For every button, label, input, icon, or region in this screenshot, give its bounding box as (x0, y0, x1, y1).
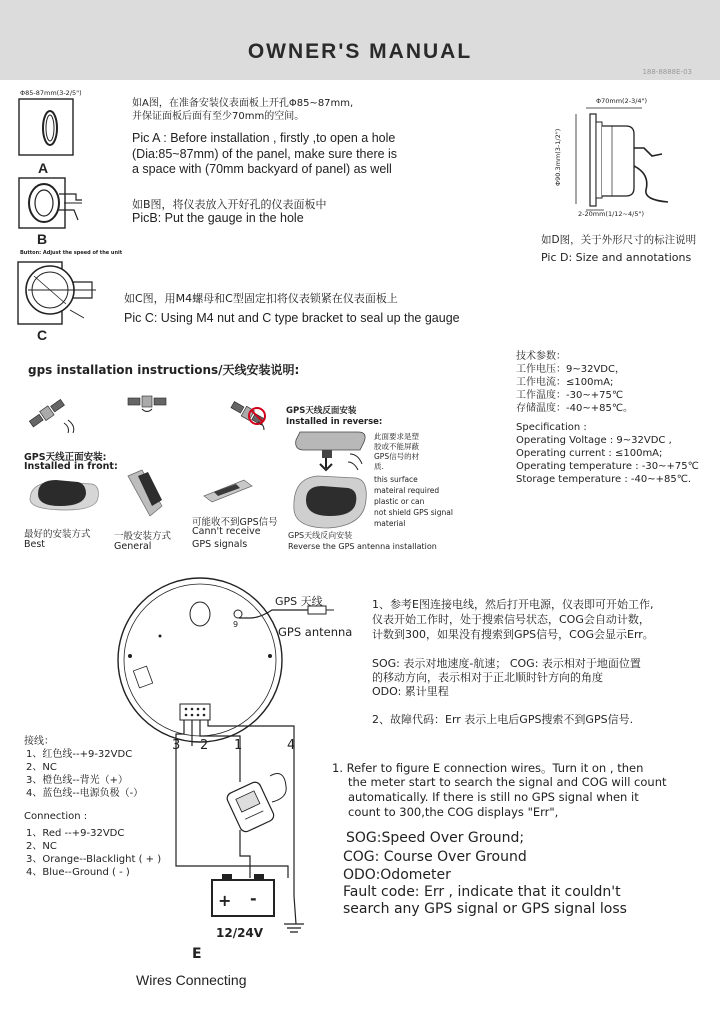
wire-cn-3: 3、橙色线--背光（+） (26, 775, 128, 786)
pin-9-label: 9 (233, 620, 239, 629)
figure-e-label: E (192, 946, 202, 962)
spec-en-1: Operating Voltage : 9~32VDC , (516, 435, 672, 446)
pin-1-label: 1 (234, 738, 243, 753)
pic-a-en-line2: (Dia:85~87mm) of the panel, make sure there is (132, 147, 398, 161)
note-en-1-line2: the meter start to search the signal and COG will count (348, 775, 667, 789)
best-cn: 最好的安装方式 (24, 529, 91, 540)
spec-en-4: Storage temperature : -40~+85℃. (516, 474, 692, 485)
header-bar (0, 0, 720, 80)
spec-cn-3: 工作温度：-30~+75℃ (516, 390, 624, 401)
def-cog: COG: Course Over Ground (343, 849, 527, 865)
pic-d-side-dimension: Φ90.3mm(3-1/2") (554, 128, 562, 186)
note-en-1-line3: automatically. If there is still no GPS signal when it (348, 790, 639, 804)
battery-plus: + (218, 891, 232, 910)
note-en-1-line4: count to 300,the COG displays "Err", (348, 805, 559, 819)
material-cn-2: 胶或不能屏蔽 (374, 442, 419, 451)
battery-voltage: 12/24V (216, 926, 264, 940)
antenna-reverse-top (288, 424, 372, 474)
gps-antenna-en: GPS antenna (278, 625, 353, 639)
antenna-side-general (122, 466, 170, 526)
wires-en-title: Connection : (24, 811, 88, 822)
pic-a-cn-line1: 如A图，在准备安装仪表面板上开孔Φ85~87mm, (132, 98, 354, 109)
spec-en-3: Operating temperature : -30~+75℃ (516, 461, 699, 472)
pic-b-en: PicB: Put the gauge in the hole (132, 211, 304, 225)
pic-a-en-line3: a space with (70mm backyard of panel) as well (132, 162, 392, 176)
wire-en-1: 1、Red --+9-32VDC (26, 828, 125, 839)
gps-antenna-cn: GPS 天线 (275, 595, 323, 608)
note-cn-cog: 的移动方向，表示相对于正北顺时针方向的角度 (372, 671, 603, 684)
antenna-front-best (26, 472, 102, 514)
reverse-caption-en: Reverse the GPS antenna installation (288, 542, 437, 551)
best-en: Best (24, 539, 46, 550)
spec-cn-2: 工作电流：≤100mA; (516, 377, 614, 388)
wire-cn-2: 2、NC (26, 762, 57, 773)
note-cn-2: 2、故障代码：Err 表示上电后GPS搜索不到GPS信号. (372, 713, 634, 726)
cannot-en-2: GPS signals (192, 539, 248, 550)
material-cn-4: 质. (374, 462, 384, 471)
front-install-en: Installed in front: (24, 461, 118, 472)
pin-4-label: 4 (287, 738, 296, 753)
pic-d-en: Pic D: Size and annotations (541, 251, 692, 264)
figure-a-label: A (38, 160, 49, 176)
satellite-icon (126, 392, 172, 416)
wire-cn-4: 4、蓝色线--电源负极（-） (26, 788, 144, 799)
wire-en-3: 3、Orange--Blacklight ( + ) (26, 854, 162, 865)
note-cn-1-line3: 计数到300，如果没有搜索到GPS信号，COG会显示Err。 (372, 628, 654, 641)
wires-connecting-caption: Wires Connecting (136, 972, 247, 988)
reverse-install-en: Installed in reverse: (286, 417, 383, 427)
page-title: OWNER'S MANUAL (247, 40, 473, 63)
def-odo: ODO:Odometer (343, 867, 451, 883)
reverse-install-cn: GPS天线反面安装 (286, 406, 357, 416)
wires-cn-title: 接线： (24, 736, 54, 747)
pic-d-bottom-dimension: 2-20mm(1/12~4/5") (578, 210, 644, 218)
spec-en-2: Operating current : ≤100mA; (516, 448, 663, 459)
wire-en-4: 4、Blue--Ground ( - ) (26, 867, 130, 878)
button-note: Button: Adjust the speed of the unit (20, 250, 123, 256)
antenna-underside-cannot (200, 472, 256, 506)
pic-c-cn: 如C图，用M4螺母和C型固定扣将仪表锁紧在仪表面板上 (124, 292, 398, 305)
cannot-cn: 可能收不到GPS信号 (192, 517, 278, 528)
satellite-icon (22, 393, 78, 433)
note-cn-odo: ODO: 累计里程 (372, 685, 449, 698)
figure-b-label: B (37, 231, 48, 247)
pin-3-label: 3 (172, 738, 181, 753)
pin-2-label: 2 (200, 738, 209, 753)
pic-a-cn-line2: 并保证面板后面有至少70mm的空间。 (132, 111, 305, 122)
pic-a-en-line1: Pic A : Before installation , firstly ,to open a hole (132, 131, 396, 145)
front-install-cn: GPS天线正面安装: (24, 452, 107, 463)
material-en-4: not shield GPS signal (374, 508, 453, 517)
def-fault-line1: Fault code: Err , indicate that it couldn't (343, 884, 621, 900)
wire-cn-1: 1、红色线--+9-32VDC (26, 749, 133, 760)
spec-cn-1: 工作电压：9~32VDC， (516, 364, 625, 375)
def-fault-line2: search any GPS signal or GPS signal loss (343, 901, 627, 917)
spec-cn-4: 存储温度：-40~+85℃。 (516, 403, 634, 414)
pic-d-cn: 如D图，关于外形尺寸的标注说明 (541, 234, 697, 246)
spec-title-cn: 技术参数： (516, 351, 566, 362)
figure-d-side-view (572, 104, 682, 216)
material-cn-1: 此面要求是塑 (374, 432, 419, 441)
note-cn-1-line1: 1、参考E图连接电线，然后打开电源，仪表即可开始工作, (372, 598, 654, 611)
note-en-1-line1: 1. Refer to figure E connection wires。Turn it on , then (332, 761, 644, 775)
pic-d-top-dimension: Φ70mm(2-3/4") (596, 97, 648, 105)
general-en: General (114, 541, 152, 552)
note-cn-sog: SOG: 表示对地速度-航速； COG: 表示相对于地面位置 (372, 657, 641, 670)
material-cn-3: GPS信号的材 (374, 452, 420, 461)
spec-title-en: Specification : (516, 422, 587, 433)
reverse-caption-cn: GPS天线反向安装 (288, 531, 353, 540)
material-en-2: mateiral required (374, 486, 440, 495)
wire-en-2: 2、NC (26, 841, 57, 852)
general-cn: 一般安装方式 (114, 531, 172, 542)
def-sog: SOG:Speed Over Ground; (346, 830, 525, 846)
document-code: 188-8888E-03 (642, 68, 692, 76)
note-cn-1-line2: 仪表开始工作时，处于搜索信号状态，COG会自动计数， (372, 613, 650, 626)
no-signal-icon (247, 406, 267, 426)
material-en-3: plastic or can (374, 497, 425, 506)
antenna-reverse-mounted (288, 470, 370, 532)
figure-b-gauge-insert (16, 176, 86, 232)
cannot-en-1: Cann't receive (192, 526, 261, 537)
material-en-5: material (374, 519, 406, 528)
pic-c-en: Pic C: Using M4 nut and C type bracket to seal up the gauge (124, 311, 460, 325)
battery-minus: - (250, 889, 257, 908)
pic-b-cn: 如B图，将仪表放入开好孔的仪表面板中 (132, 198, 327, 211)
gps-heading: gps installation instructions/天线安装说明: (28, 363, 300, 377)
figure-a-panel-hole (18, 96, 78, 162)
hole-dimension-label: Φ85-87mm(3-2/5") (20, 89, 82, 97)
figure-c-bracket-mount (14, 256, 100, 334)
figure-c-label: C (37, 327, 48, 343)
material-en-1: this surface (374, 475, 418, 484)
